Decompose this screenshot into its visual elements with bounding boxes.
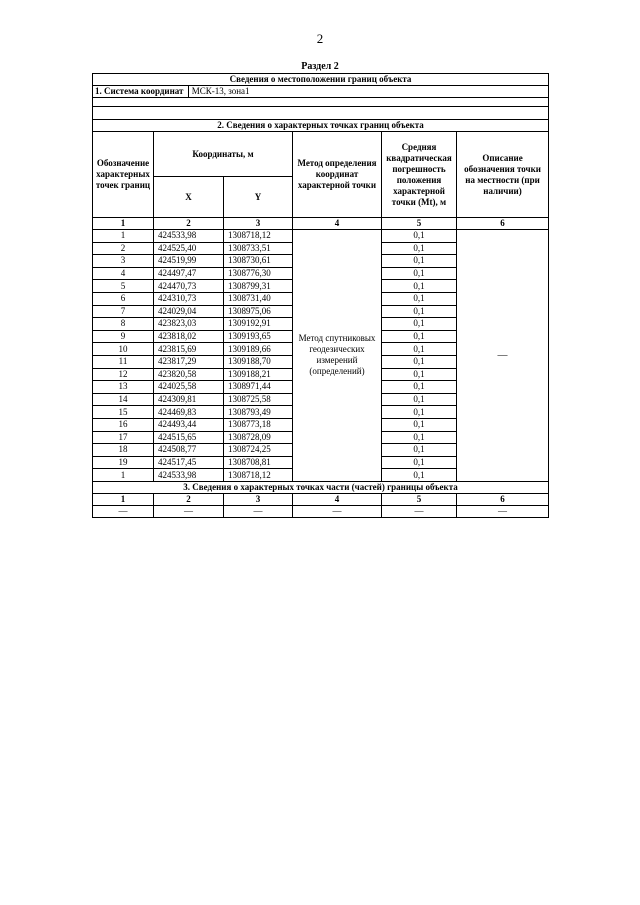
points-section-title: 2. Сведения о характерных точках границ объекта [93,120,549,132]
point-x: 423815,69 [154,343,224,356]
point-id: 3 [93,255,154,268]
point-x: 424029,04 [154,305,224,318]
point-x: 424497,47 [154,267,224,280]
point-id: 10 [93,343,154,356]
parts-cell: — [382,505,457,518]
point-y: 1308725,58 [224,393,293,406]
point-id: 4 [93,267,154,280]
point-accuracy: 0,1 [382,381,457,394]
point-id: 1 [93,469,154,482]
column-number: 5 [382,493,457,505]
point-y: 1308733,51 [224,242,293,255]
point-x: 423817,29 [154,355,224,368]
column-number: 4 [293,493,382,505]
point-accuracy: 0,1 [382,280,457,293]
point-id: 11 [93,355,154,368]
point-id: 6 [93,292,154,305]
coordinate-system-value: МСК-13, зона1 [188,86,250,97]
point-y: 1308718,12 [224,469,293,482]
point-y: 1308730,61 [224,255,293,268]
description-cell: — [457,230,549,482]
point-x: 424470,73 [154,280,224,293]
point-y: 1308799,31 [224,280,293,293]
column-number: 1 [93,218,154,230]
column-number: 6 [457,493,549,505]
column-number: 2 [154,493,224,505]
column-number: 5 [382,218,457,230]
header-x: X [154,177,224,218]
page-number: 2 [316,31,324,46]
table-row [93,230,549,243]
column-number: 4 [293,218,382,230]
point-accuracy: 0,1 [382,469,457,482]
point-id: 9 [93,330,154,343]
point-x: 423820,58 [154,368,224,381]
point-x: 424310,73 [154,292,224,305]
boundary-table [92,73,549,518]
point-id: 2 [93,242,154,255]
point-x: 424515,65 [154,431,224,444]
point-accuracy: 0,1 [382,431,457,444]
header-accuracy: Средняя квадратическая погрешность положения характерной точки (Мt), м [382,132,457,218]
point-x: 423818,02 [154,330,224,343]
column-number: 3 [224,493,293,505]
section-title: Раздел 2 [301,61,339,72]
point-y: 1308728,09 [224,431,293,444]
point-id: 5 [93,280,154,293]
point-y: 1309188,70 [224,355,293,368]
point-accuracy: 0,1 [382,267,457,280]
point-accuracy: 0,1 [382,343,457,356]
point-id: 1 [93,230,154,243]
point-id: 14 [93,393,154,406]
point-x: 424493,44 [154,418,224,431]
point-y: 1308793,49 [224,406,293,419]
column-number: 3 [224,218,293,230]
method-cell: Метод спутниковых геодезических измерений (определений) [293,230,382,482]
parts-cell: — [293,505,382,518]
point-id: 12 [93,368,154,381]
point-id: 18 [93,444,154,457]
point-x: 424525,40 [154,242,224,255]
point-x: 424469,83 [154,406,224,419]
point-accuracy: 0,1 [382,292,457,305]
point-x: 424025,58 [154,381,224,394]
point-accuracy: 0,1 [382,230,457,243]
point-y: 1309189,66 [224,343,293,356]
point-id: 19 [93,456,154,469]
parts-cell: — [154,505,224,518]
point-y: 1308773,18 [224,418,293,431]
point-id: 15 [93,406,154,419]
parts-cell: — [457,505,549,518]
point-accuracy: 0,1 [382,255,457,268]
parts-cell: — [93,505,154,518]
point-y: 1309188,21 [224,368,293,381]
point-accuracy: 0,1 [382,393,457,406]
header-y: Y [224,177,293,218]
point-x: 424533,98 [154,230,224,243]
point-y: 1308724,25 [224,444,293,457]
parts-section-title: 3. Сведения о характерных точках части (частей) границы объекта [93,481,549,493]
header-description: Описание обозначения точки на местности (при наличии) [457,132,549,218]
spacer-row [93,107,549,120]
point-accuracy: 0,1 [382,456,457,469]
header-coordinates: Координаты, м [154,132,293,177]
column-number: 1 [93,493,154,505]
point-accuracy: 0,1 [382,418,457,431]
point-id: 8 [93,318,154,331]
point-x: 424519,99 [154,255,224,268]
point-y: 1308971,44 [224,381,293,394]
point-accuracy: 0,1 [382,330,457,343]
point-y: 1308708,81 [224,456,293,469]
column-number: 6 [457,218,549,230]
point-id: 16 [93,418,154,431]
point-accuracy: 0,1 [382,406,457,419]
point-x: 424309,81 [154,393,224,406]
point-y: 1308975,06 [224,305,293,318]
header-method: Метод определения координат характерной точки [293,132,382,218]
point-x: 424517,45 [154,456,224,469]
point-y: 1309193,65 [224,330,293,343]
point-x: 424508,77 [154,444,224,457]
point-y: 1308776,30 [224,267,293,280]
point-accuracy: 0,1 [382,355,457,368]
point-accuracy: 0,1 [382,242,457,255]
point-accuracy: 0,1 [382,318,457,331]
point-x: 424533,98 [154,469,224,482]
spacer-row [93,98,549,107]
point-accuracy: 0,1 [382,444,457,457]
header-designation: Обозначение характерных точек границ [93,132,154,218]
point-y: 1308718,12 [224,230,293,243]
parts-cell: — [224,505,293,518]
block-title: Сведения о местоположении границ объекта [93,74,549,86]
point-accuracy: 0,1 [382,305,457,318]
point-id: 17 [93,431,154,444]
point-id: 7 [93,305,154,318]
coordinate-system-label: 1. Система координат [95,86,184,96]
column-number: 2 [154,218,224,230]
point-id: 13 [93,381,154,394]
point-y: 1308731,40 [224,292,293,305]
coordinate-system-row [93,86,549,98]
point-accuracy: 0,1 [382,368,457,381]
point-y: 1309192,91 [224,318,293,331]
point-x: 423823,03 [154,318,224,331]
